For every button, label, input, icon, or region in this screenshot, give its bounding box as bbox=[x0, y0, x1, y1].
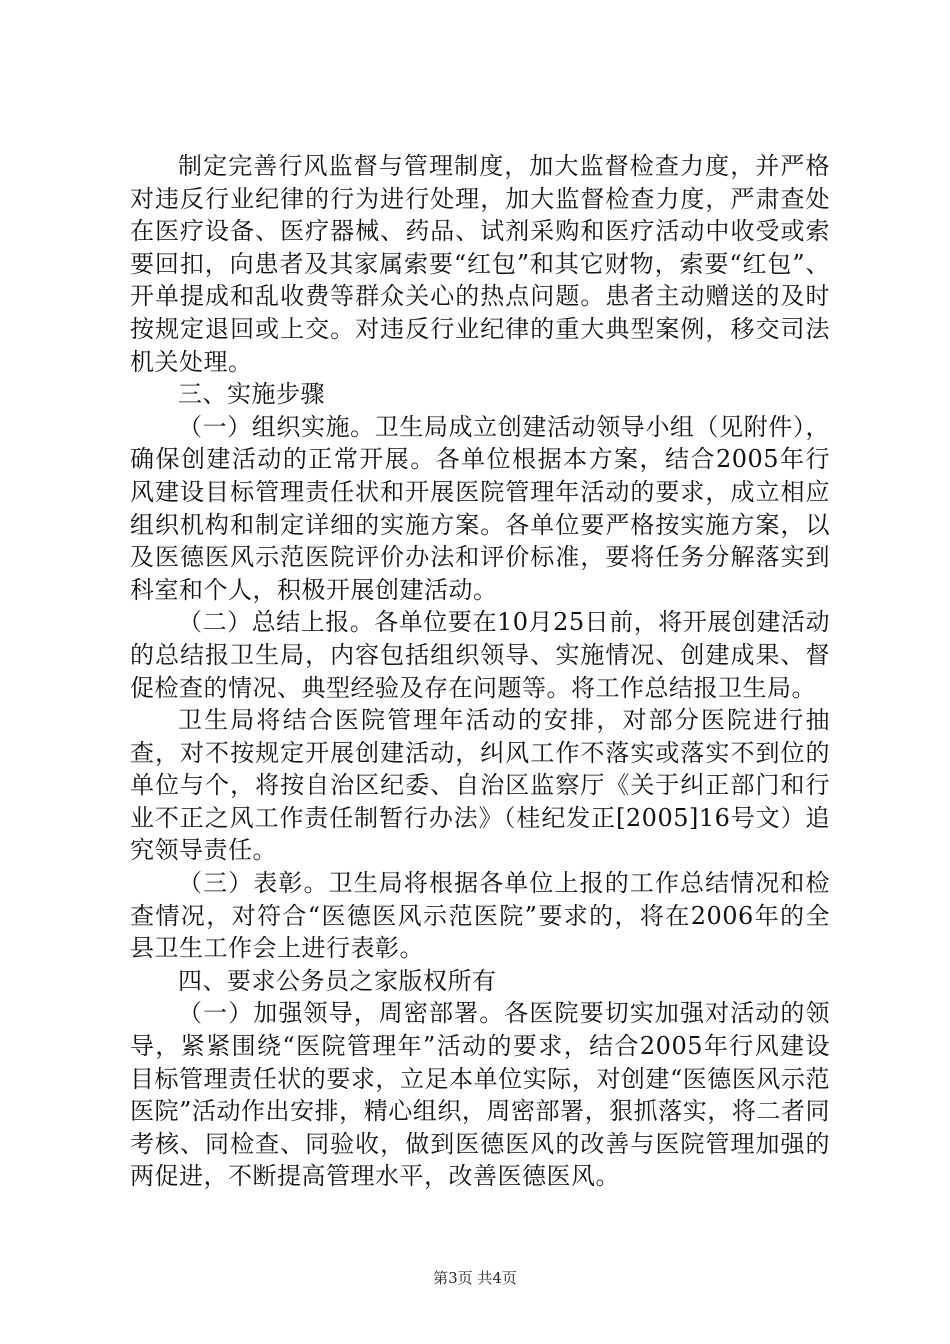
paragraph-commendation: （三）表彰。卫生局将根据各单位上报的工作总结情况和检查情况，对符合“医德医风示范医院”要求的，将在2006年的全县卫生工作会上进行表彰。 bbox=[130, 869, 830, 963]
section-heading-requirements: 四、要求公务员之家版权所有 bbox=[178, 966, 497, 995]
document-body bbox=[130, 150, 830, 1193]
paragraph-summary-report: （二）总结上报。各单位要在10月25日前，将开展创建活动的总结报卫生局，内容包括组织领导、实施情况、创建成果、督促检查的情况、典型经验及存在问题等。将工作总结报卫生局。 bbox=[130, 608, 830, 702]
paragraph-inspection: 卫生局将结合医院管理年活动的安排，对部分医院进行抽查，对不按规定开展创建活动，纠风工作不落实或落实不到位的单位与个，将按自治区纪委、自治区监察厅《关于纠正部门和行业不正之风工作责任制暂行办法》（桂纪发正[2005]16号文）追究领导责任。 bbox=[130, 706, 830, 865]
paragraph-leadership: （一）加强领导，周密部署。各医院要切实加强对活动的领导，紧紧围绕“医院管理年”活动的要求，结合2005年行风建设目标管理责任状的要求，立足本单位实际，对创建“医德医风示范医院”活动作出安排，精心组织，周密部署，狠抓落实，将二者同考核、同检查、同验收，做到医德医风的改善与医院管理加强的两促进，不断提高管理水平，改善医德医风。 bbox=[130, 999, 830, 1191]
page-number-footer: 第3页 共4页 bbox=[433, 1269, 517, 1287]
section-heading-implementation-steps: 三、实施步骤 bbox=[178, 380, 325, 409]
paragraph-organize-implementation: （一）组织实施。卫生局成立创建活动领导小组（见附件），确保创建活动的正常开展。各单位根据本方案，结合2005年行风建设目标管理责任状和开展医院管理年活动的要求，成立相应组织机构和制定详细的实施方案。各单位要严格按实施方案，以及医德医风示范医院评价办法和评价标准，要将任务分解落实到科室和个人，积极开展创建活动。 bbox=[130, 412, 830, 604]
paragraph-discipline: 制定完善行风监督与管理制度，加大监督检查力度，并严格对违反行业纪律的行为进行处理，加大监督检查力度，严肃查处在医疗设备、医疗器械、药品、试剂采购和医疗活动中收受或索要回扣，向患者及其家属索要“红包”和其它财物，索要“红包”、开单提成和乱收费等群众关心的热点问题。患者主动赠送的及时按规定退回或上交。对违反行业纪律的重大典型案例，移交司法机关处理。 bbox=[130, 152, 830, 376]
